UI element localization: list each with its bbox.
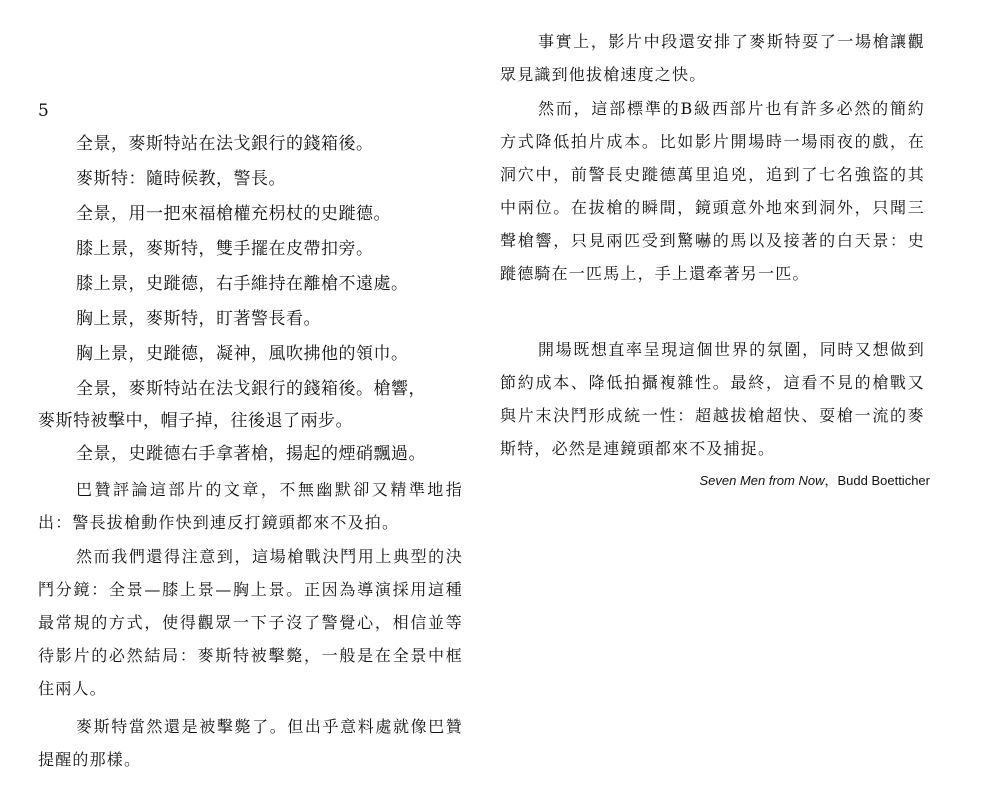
body-paragraph: 麥斯特當然還是被擊斃了。但出乎意料處就像巴贊提醒的那樣。 xyxy=(38,717,463,769)
shot-line-continued: 麥斯特被擊中，帽子掉，往後退了兩步。 xyxy=(38,411,353,431)
caption-separator: ， xyxy=(824,473,838,488)
film-title: Seven Men from Now xyxy=(699,473,825,488)
body-paragraph: 巴贊評論這部片的文章，不無幽默卻又精準地指出：警長拔槍動作快到連反打鏡頭都來不及拍。 xyxy=(38,480,463,532)
shot-line: 全景，麥斯特站在法戈銀行的錢箱後。 xyxy=(76,134,374,154)
right-column xyxy=(500,0,930,811)
shot-line: 胸上景，史蹝德，凝神，風吹拂他的領巾。 xyxy=(76,344,409,364)
body-paragraph: 然而我們還得注意到，這場槍戰決鬥用上典型的決鬥分鏡：全景—膝上景—胸上景。正因為導演採用這種最常規的方式，使得觀眾一下子沒了警覺心，相信並等待影片的必然結局：麥斯特被擊斃，一般是在全景中框住兩人。 xyxy=(38,547,463,698)
body-paragraph: 開場既想直率呈現這個世界的氛圍，同時又想做到節約成本、降低拍攝複雜性。最終，這看不見的槍戰又與片末決鬥形成統一性：超越拔槍超快、耍槍一流的麥斯特，必然是連鏡頭都來不及捕捉。 xyxy=(500,340,925,458)
shot-line: 膝上景，史蹝德，右手維持在離槍不遠處。 xyxy=(76,274,409,294)
body-paragraph: 事實上，影片中段還安排了麥斯特耍了一場槍讓觀眾見識到他拔槍速度之快。 xyxy=(500,32,925,84)
shot-line: 全景，史蹝德右手拿著槍，揚起的煙硝飄過。 xyxy=(76,444,426,464)
shot-line: 胸上景，麥斯特，盯著警長看。 xyxy=(76,309,321,329)
shot-line: 全景，麥斯特站在法戈銀行的錢箱後。槍響， xyxy=(76,379,426,399)
page-number: 5 xyxy=(38,101,49,121)
film-caption xyxy=(699,472,930,490)
shot-line: 麥斯特：隨時候教，警長。 xyxy=(76,169,286,189)
shot-line: 膝上景，麥斯特，雙手擺在皮帶扣旁。 xyxy=(76,239,374,259)
left-column xyxy=(38,0,478,811)
body-paragraph: 然而，這部標準的B級西部片也有許多必然的簡約方式降低拍片成本。比如影片開場時一場雨夜的戲，在洞穴中，前警長史蹝德萬里追兇，追到了七名強盜的其中兩位。在拔槍的瞬間，鏡頭意外地來到洞外，只聞三聲槍響，只見兩匹受到驚嚇的馬以及接著的白天景：史蹝德騎在一匹馬上，手上還牽著另一匹。 xyxy=(500,99,925,283)
shot-line: 全景，用一把來福槍權充枴杖的史蹝德。 xyxy=(76,204,391,224)
film-director: Budd Boetticher xyxy=(837,473,930,488)
